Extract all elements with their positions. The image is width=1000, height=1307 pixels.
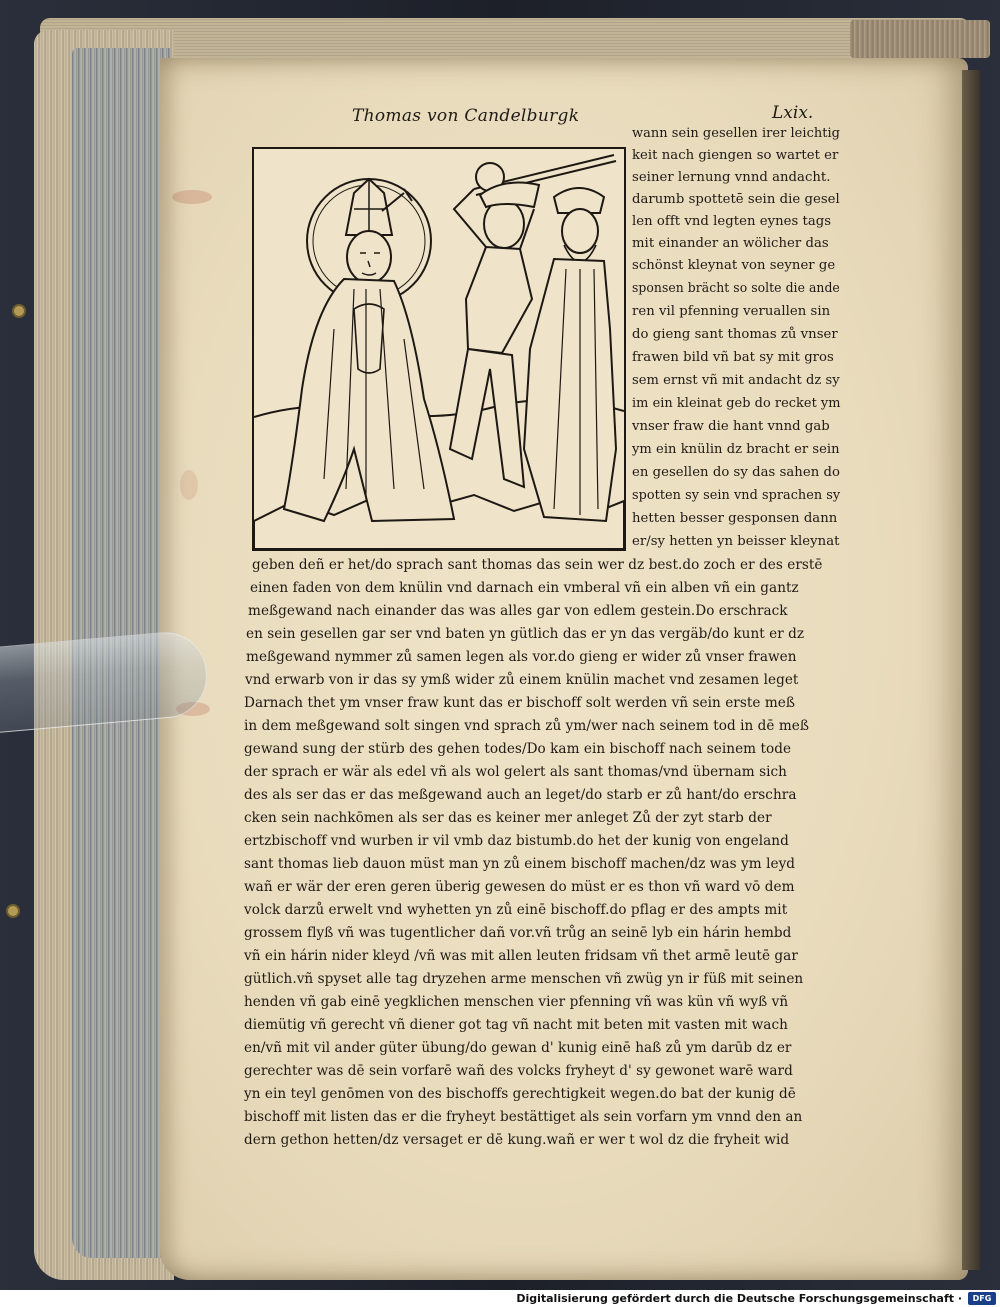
text-line: grossem flyß vñ was tugentlicher dañ vor.vñ trůg an seinē lyb ein hárin hembd bbox=[244, 925, 792, 941]
text-line: wañ er wär der eren geren überig gewesen do müst er es thon vñ ward vō dem bbox=[244, 879, 795, 895]
text-line: len offt vnd legten eynes tags bbox=[632, 214, 832, 229]
book-gutter bbox=[962, 70, 980, 1270]
text-line: einen faden von dem knülin vnd darnach ein vmberal vñ ein alben vñ ein gantz bbox=[250, 580, 799, 596]
text-line: schönst kleynat von seyner ge bbox=[632, 258, 836, 273]
text-line: gerechter was dē sein vorfarē wañ des volcks fryheyt d' sy gewonet warē ward bbox=[244, 1063, 793, 1079]
text-line: sant thomas lieb dauon müst man yn zů einem bischoff machen/dz was ym leyd bbox=[244, 856, 796, 872]
text-line: vnser fraw die hant vnnd gab bbox=[632, 419, 830, 434]
text-line: seiner lernung vnnd andacht. bbox=[632, 170, 831, 185]
text-line: sponsen brächt so solte die ande bbox=[632, 281, 840, 296]
text-line: in dem meßgewand solt singen vnd sprach zů ym/wer nach seinem tod in dē meß bbox=[244, 718, 810, 734]
text-line: er/sy hetten yn beisser kleynat bbox=[632, 534, 840, 549]
dfg-logo: DFG bbox=[968, 1292, 996, 1305]
text-line: cken sein nachkōmen als ser das es keiner mer anleget Zů der zyt starb der bbox=[244, 810, 772, 826]
text-line: gütlich.vñ spyset alle tag dryzehen arme menschen vñ zwüg yn ir füß mit seinen bbox=[244, 971, 804, 987]
text-line: vnd erwarb von ir das sy ymß wider zů einem knülin machet vnd zesamen leget bbox=[245, 672, 799, 688]
running-head: Thomas von Candelburgk bbox=[352, 106, 580, 126]
brass-pin bbox=[8, 906, 18, 916]
text-line: sem ernst vñ mit andacht dz sy bbox=[632, 373, 840, 388]
woodcut-illustration bbox=[252, 147, 626, 551]
text-line: volck darzů erwelt vnd wyhetten yn zů einē bischoff.do pflag er des ampts mit bbox=[244, 902, 788, 918]
text-line: meßgewand nymmer zů samen legen als vor.do gieng er wider zů vnser frawen bbox=[246, 649, 797, 665]
text-line: spotten sy sein vnd sprachen sy bbox=[632, 488, 841, 503]
text-line: dern gethon hetten/dz versaget er dē kung.wañ er wer t wol dz die fryheit wid bbox=[244, 1132, 790, 1148]
text-line: henden vñ gab einē yegklichen menschen vier pfenning vñ was kün vñ wyß vñ bbox=[244, 994, 789, 1010]
text-line: der sprach er wär als edel vñ als wol gelert als sant thomas/vnd übernam sich bbox=[244, 764, 787, 780]
funding-credit: Digitalisierung gefördert durch die Deutsche Forschungsgemeinschaft · bbox=[516, 1292, 962, 1305]
text-line: yn ein teyl genōmen von des bischoffs gerechtigkeit wegen.do bat der kunig dē bbox=[244, 1086, 796, 1102]
text-line: diemütig vñ gerecht vñ diener got tag vñ nacht mit beten mit vasten mit wach bbox=[244, 1017, 788, 1033]
paper-stain bbox=[172, 190, 212, 204]
brass-pin bbox=[14, 306, 24, 316]
footer-bar bbox=[0, 1290, 1000, 1307]
text-line: Darnach thet ym vnser fraw kunt das er bischoff solt werden vñ sein erste meß bbox=[244, 695, 796, 711]
text-line: wann sein gesellen irer leichtig bbox=[632, 126, 841, 141]
text-line: darumb spottetē sein die gesel bbox=[632, 192, 840, 207]
text-line: ren vil pfenning veruallen sin bbox=[632, 304, 831, 319]
text-line: geben deñ er het/do sprach sant thomas das sein wer dz best.do zoch er des erstē bbox=[252, 557, 823, 573]
text-line: en/vñ mit vil ander güter übung/do gewan d' kunig einē haß zů ym darūb dz er bbox=[244, 1040, 792, 1056]
text-line: ertzbischoff vnd wurben ir vil vmb daz bistumb.do het der kunig von engeland bbox=[244, 833, 789, 849]
text-line: gewand sung der stürb des gehen todes/Do kam ein bischoff nach seinem tode bbox=[244, 741, 792, 757]
text-line: mit einander an wölicher das bbox=[632, 236, 829, 251]
text-line: do gieng sant thomas zů vnser bbox=[632, 327, 838, 342]
folio-number: Lxix. bbox=[772, 103, 814, 123]
text-line: vñ ein hárin nider kleyd /vñ was mit allen leuten fridsam vñ thet armē leutē gar bbox=[244, 948, 798, 964]
text-line: bischoff mit listen das er die fryheyt bestättiget als sein vorfarn ym vnnd den an bbox=[244, 1109, 803, 1125]
text-line: keit nach giengen so wartet er bbox=[632, 148, 839, 163]
woodcut-drawing bbox=[254, 149, 624, 549]
text-line: en sein gesellen gar ser vnd baten yn gütlich das er yn das vergäb/do kunt er dz bbox=[246, 626, 805, 642]
text-line: frawen bild vñ bat sy mit gros bbox=[632, 350, 834, 365]
text-line: hetten besser gesponsen dann bbox=[632, 511, 838, 526]
text-line: meßgewand nach einander das was alles gar von edlem gestein.Do erschrack bbox=[248, 603, 788, 619]
text-line: en gesellen do sy das sahen do bbox=[632, 465, 840, 480]
text-line: des als ser das er das meßgewand auch an leget/do starb er zů hant/do erschra bbox=[244, 787, 797, 803]
book-top-edge bbox=[40, 18, 970, 58]
binding-strip bbox=[850, 20, 990, 58]
paper-stain bbox=[180, 470, 198, 500]
text-line: ym ein knülin dz bracht er sein bbox=[632, 442, 840, 457]
text-line: im ein kleinat geb do recket ym bbox=[632, 396, 841, 411]
